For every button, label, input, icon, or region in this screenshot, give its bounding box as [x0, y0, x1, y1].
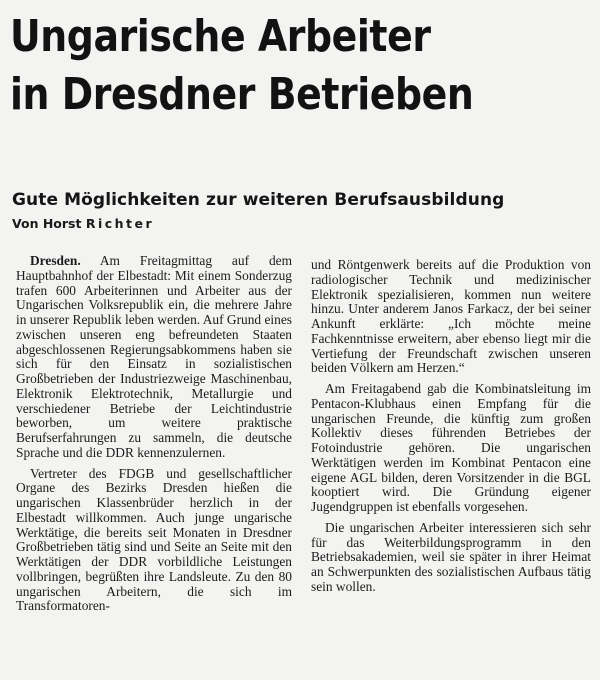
headline-line-1: Ungarische Arbeiter [10, 11, 431, 62]
headline-line-2: in Dresdner Betrieben [10, 69, 474, 120]
article-headline [10, 8, 492, 124]
article-byline [12, 216, 154, 231]
paragraph-text: Am Freitagmittag auf dem Hauptbahnhof der Elbestadt: Mit einem Sonderzug trafen 600 Arbeiterinnen und Arbeiter aus der Ungarischen Volksrepublik ein, die mehrere Jahre in unserer Republik leben werden. Auf Grund eines zwischen unseren eng befreundeten Staaten abgeschlossenen Regierungsabkommens haben sie sich für den Einsatz in sozialistischen Großbetrieben der Industriezweige Maschinenbau, Elektronik Elektrotechnik, Metallurgie und verschiedener Betriebe der Leichtindustrie beworben, um weitere praktische Berufserfahrungen zu sammeln, die deutsche Sprache und die DDR kennenzulernen. [16, 253, 292, 460]
article-paragraph: Die ungarischen Arbeiter interessieren sich sehr für das Weiterbildungsprogramm in den Betriebsakademien, weil sie später in ihrer Heimat an Schwerpunkten des sozialistischen Aufbaus tätig sein wollen. [311, 519, 591, 594]
byline-prefix: Von Horst [12, 216, 82, 231]
article-dateline: Dresden. [30, 253, 81, 268]
article-paragraph: Am Freitagabend gab die Kombinatsleitung im Pentacon-Klubhaus einen Empfang für die ungarischen Freunde, die künftig zum großen Kollektiv dieses führenden Betriebes der Fotoindustrie gehören. Die ungarischen Werktätigen werden im Kombinat Pentacon eine eigene AGL bilden, deren Vorsitzender in die BGL kooptiert wird. Die Gründung eigener Jugendgruppen ist ebenfalls vorgesehen. [311, 381, 591, 514]
article-paragraph [16, 254, 292, 461]
byline-author: Richter [85, 216, 155, 231]
article-subheadline: Gute Möglichkeiten zur weiteren Berufsausbildung [12, 190, 505, 210]
article-column-left [16, 254, 292, 620]
article-paragraph: Vertreter des FDGB und gesellschaftlicher Organe des Bezirks Dresden hießen die ungarischen Klassenbrüder herzlich in der Elbestadt willkommen. Auch junge ungarische Werktätige, die bereits seit Monaten in Dresdner Großbetrieben tätig sind und Seite an Seite mit den Werktätigen der DDR vorbildliche Leistungen vollbringen, begrüßten ihre Landsleute. Zu den 80 ungarischen Arbeitern, die sich im Transformatoren- [16, 465, 292, 614]
article-paragraph: und Röntgenwerk bereits auf die Produktion von radiologischer Technik und medizinischer Elektronik spezialisieren, kommen nun weitere hinzu. Unter anderem Janos Farkacz, der bei seiner Ankunft erklärte: „Ich möchte meine Fachkenntnisse erweitern, aber ebenso liegt mir die Vertiefung der Freundschaft zwischen unseren beiden Völkern am Herzen.“ [311, 257, 591, 376]
article-column-right [311, 258, 591, 601]
